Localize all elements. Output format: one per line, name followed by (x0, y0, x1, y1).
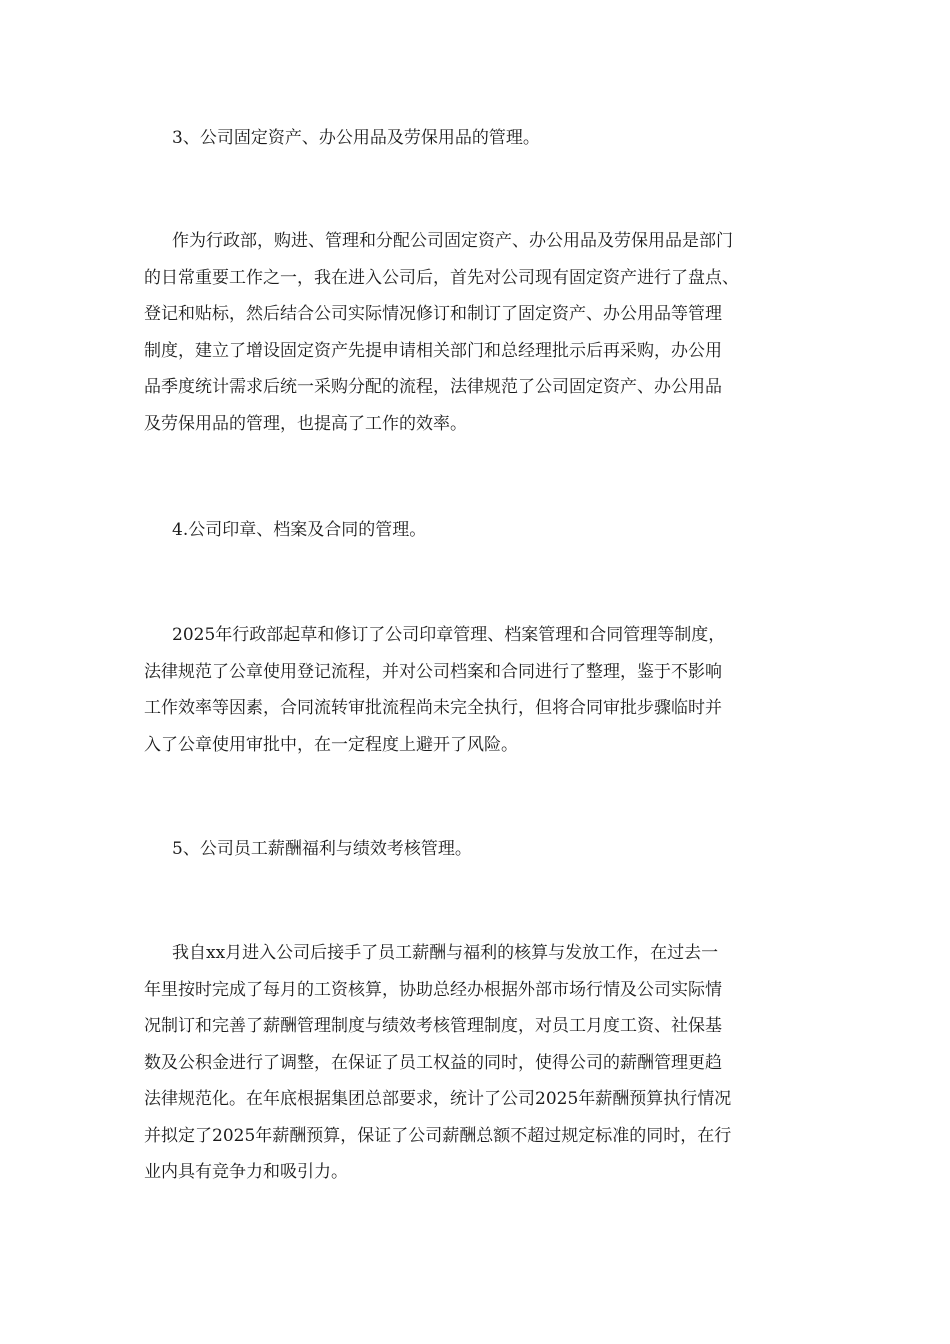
paragraph-line: 况制订和完善了薪酬管理制度与绩效考核管理制度，对员工月度工资、社保基 (144, 1016, 722, 1036)
paragraph-line: 作为行政部，购进、管理和分配公司固定资产、办公用品及劳保用品是部门 (172, 231, 733, 251)
section-5-paragraph (144, 935, 824, 1191)
paragraph-line: 法律规范化。在年底根据集团总部要求，统计了公司2025年薪酬预算执行情况 (144, 1089, 732, 1109)
paragraph-line: 品季度统计需求后统一采购分配的流程，法律规范了公司固定资产、办公用品 (144, 377, 722, 397)
paragraph-line: 及劳保用品的管理，也提高了工作的效率。 (144, 413, 467, 434)
paragraph-line: 的日常重要工作之一，我在进入公司后，首先对公司现有固定资产进行了盘点、 (144, 267, 739, 288)
section-4-heading: 4.公司印章、档案及合同的管理。 (172, 520, 427, 540)
paragraph-line: 制度，建立了增设固定资产先提申请相关部门和总经理批示后再采购，办公用 (144, 340, 722, 361)
paragraph-line: 2025年行政部起草和修订了公司印章管理、档案管理和合同管理等制度， (172, 625, 726, 645)
paragraph-line: 并拟定了2025年薪酬预算，保证了公司薪酬总额不超过规定标准的同时，在行 (144, 1125, 732, 1146)
section-5-heading: 5、公司员工薪酬福利与绩效考核管理。 (172, 839, 472, 859)
section-4-paragraph (144, 617, 824, 763)
paragraph-line: 数及公积金进行了调整，在保证了员工权益的同时，使得公司的薪酬管理更趋 (144, 1052, 722, 1073)
paragraph-line: 年里按时完成了每月的工资核算，协助总经办根据外部市场行情及公司实际情 (144, 979, 722, 1000)
paragraph-line: 我自xx月进入公司后接手了员工薪酬与福利的核算与发放工作，在过去一 (172, 943, 719, 963)
paragraph-line: 业内具有竞争力和吸引力。 (144, 1162, 348, 1182)
paragraph-line: 工作效率等因素，合同流转审批流程尚未完全执行，但将合同审批步骤临时并 (144, 698, 722, 718)
paragraph-line: 法律规范了公章使用登记流程，并对公司档案和合同进行了整理，鉴于不影响 (144, 661, 722, 682)
section-3-paragraph (144, 223, 824, 442)
section-3-heading: 3、公司固定资产、办公用品及劳保用品的管理。 (172, 128, 540, 148)
paragraph-line: 登记和贴标，然后结合公司实际情况修订和制订了固定资产、办公用品等管理 (144, 304, 722, 324)
paragraph-line: 入了公章使用审批中，在一定程度上避开了风险。 (144, 734, 518, 755)
